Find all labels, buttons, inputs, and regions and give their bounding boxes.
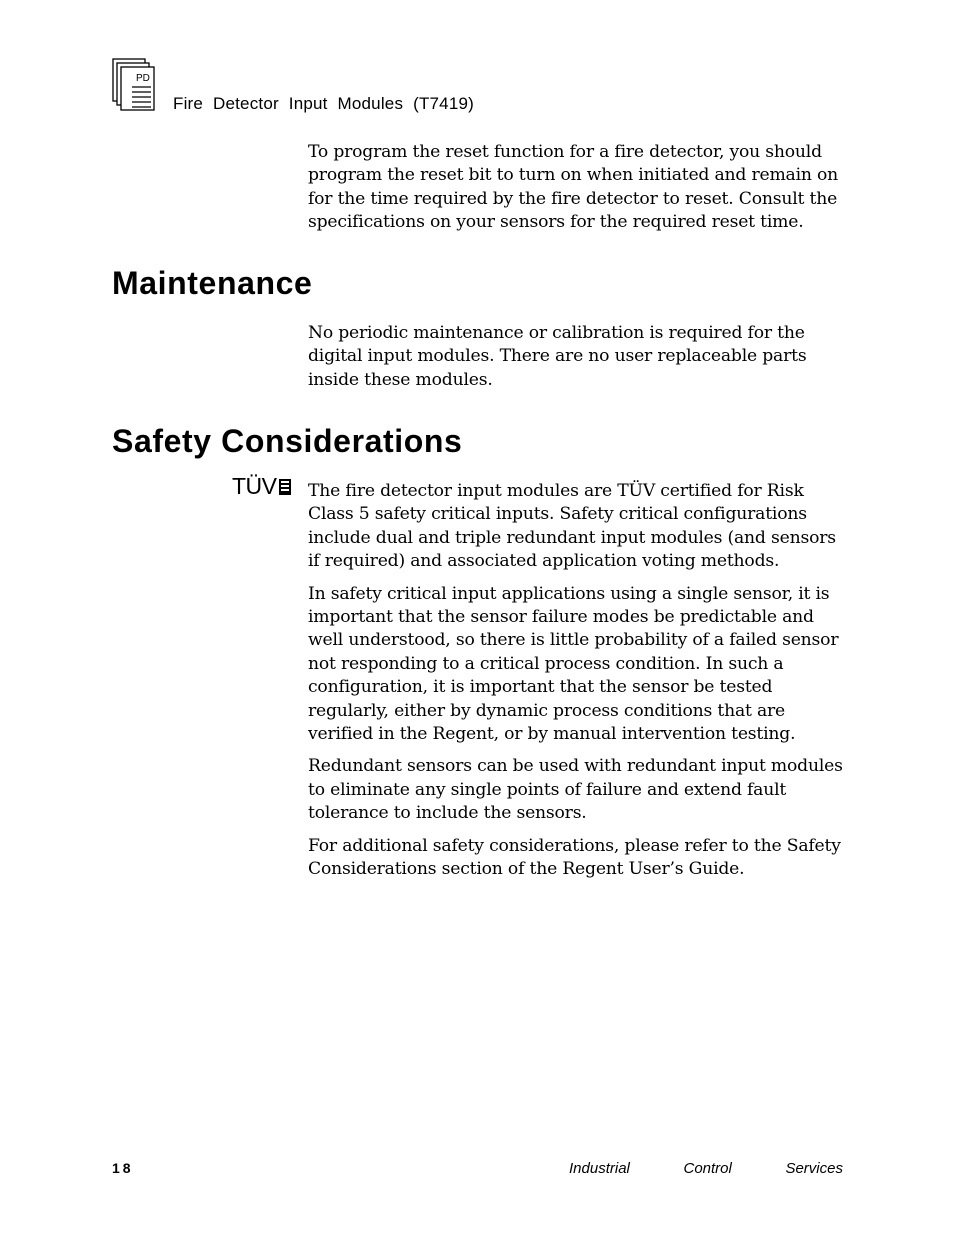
reset-section: [308, 141, 843, 244]
document-stack-icon: [112, 58, 158, 112]
tuv-seal-icon: [279, 479, 291, 495]
footer-word-control: Control: [683, 1160, 732, 1177]
maintenance-heading: Maintenance: [112, 265, 313, 301]
safety-paragraph-3: Redundant sensors can be used with redundant input modules to eliminate any single points of failure and extend fault tolerance to include the sensors.: [308, 756, 843, 824]
maintenance-section: [308, 322, 843, 401]
running-header-title: Fire Detector Input Modules (T7419): [173, 94, 475, 113]
safety-paragraph-4: For additional safety considerations, please refer to the Safety Considerations section of the Regent User’s Guide.: [308, 835, 841, 880]
tuv-text: TÜV: [232, 473, 277, 499]
footer-word-industrial: Industrial: [569, 1160, 630, 1177]
footer-word-services: Services: [785, 1160, 843, 1177]
footer-company-name: [569, 1160, 843, 1177]
safety-paragraph-1: The fire detector input modules are TÜV certified for Risk Class 5 safety critical inputs. Safety critical configurations include dual and triple redundant input modules (and sensors if required) and associated application voting methods.: [308, 481, 836, 572]
safety-paragraph-2: In safety critical input applications using a single sensor, it is important that the sensor failure modes be predictable and well understood, so there is little probability of a failed sensor not responding to a critical process condition. In such a configuration, it is important that the sensor be tested regularly, either by dynamic process conditions that are verified in the Regent, or by manual intervention testing.: [308, 583, 839, 745]
safety-heading: Safety Considerations: [112, 423, 463, 459]
maintenance-paragraph: No periodic maintenance or calibration is required for the digital input modules. There are no user replaceable parts inside these modules.: [308, 323, 807, 390]
tuv-certification-mark: [232, 473, 291, 500]
reset-paragraph: To program the reset function for a fire detector, you should program the reset bit to turn on when initiated and remain on for the time required by the fire detector to reset. Consult the specifications on your sensors for the required reset time.: [308, 142, 839, 233]
page-number: 18: [112, 1160, 134, 1176]
logo-text: PD: [136, 73, 150, 84]
safety-section: [308, 480, 843, 891]
